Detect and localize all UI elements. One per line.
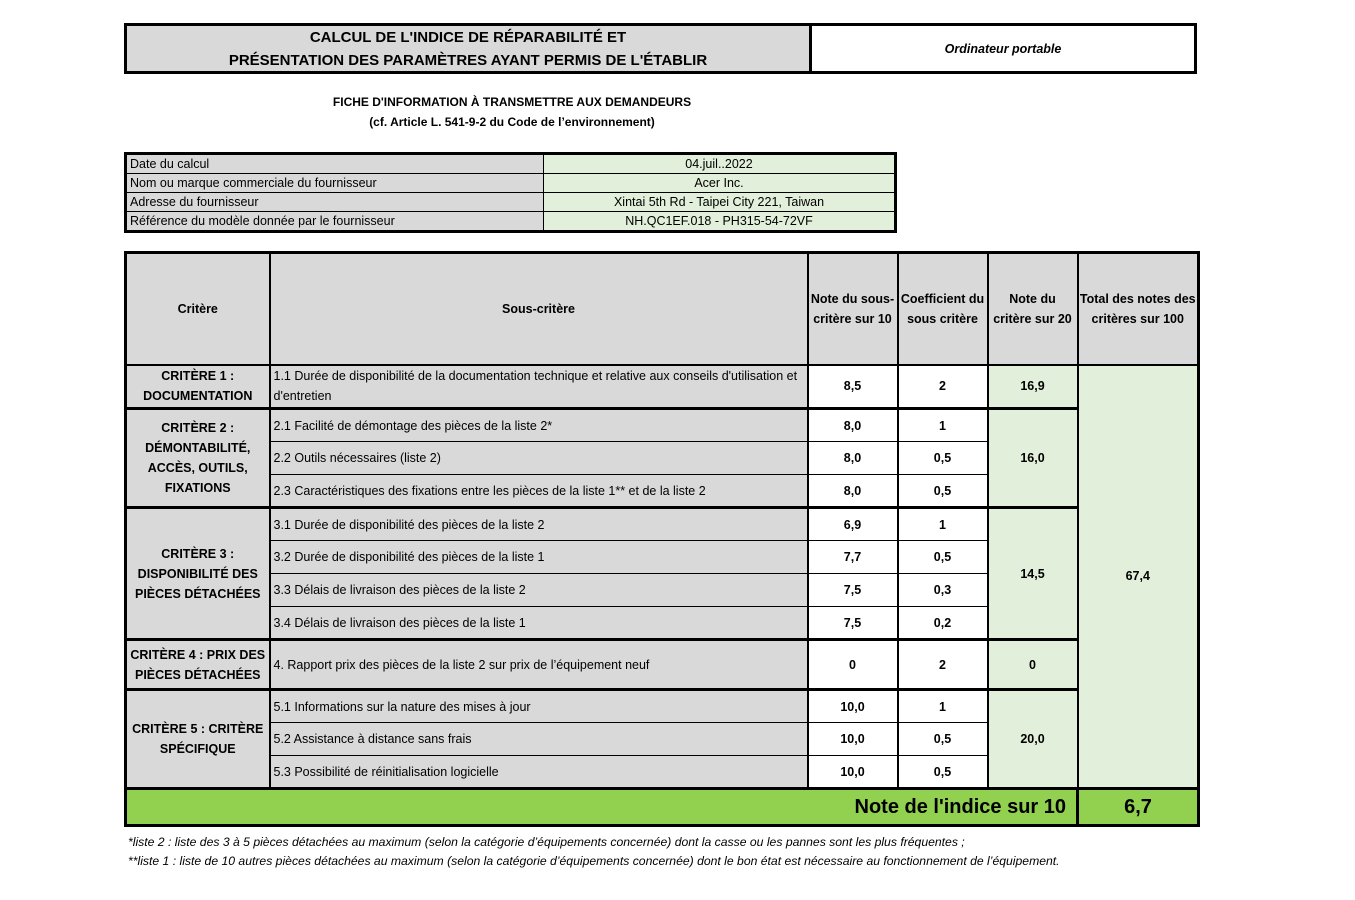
subcriterion-label: 4. Rapport prix des pièces de la liste 2 sur prix de l’équipement neuf — [270, 640, 808, 690]
footnote-2: **liste 1 : liste de 10 autres pièces détachées au maximum (selon la catégorie d’équipements concernée) dont le bon état est nécessaire au fonctionnement de l’équipement. — [128, 854, 1060, 868]
subcriterion-note: 7,5 — [808, 574, 898, 607]
criterion-3-name: CRITÈRE 3 : DISPONIBILITÉ DES PIÈCES DÉTACHÉES — [126, 508, 270, 640]
subcriterion-coef: 0,2 — [898, 607, 988, 640]
title-line-2: PRÉSENTATION DES PARAMÈTRES AYANT PERMIS DE L'ÉTABLIR — [228, 51, 708, 69]
subcriterion-note: 7,5 — [808, 607, 898, 640]
subcriterion-label: 5.1 Informations sur la nature des mises à jour — [270, 690, 808, 723]
footnote-1: *liste 2 : liste des 3 à 5 pièces détachées au maximum (selon la catégorie d’équipements concernée) dont la casse ou les pannes sont les plus fréquentes ; — [128, 835, 965, 849]
document-title — [127, 26, 812, 71]
table-row — [126, 640, 1199, 690]
criterion-2-name: CRITÈRE 2 : DÉMONTABILITÉ, ACCÈS, OUTILS, FIXATIONS — [126, 409, 270, 508]
subcriterion-label: 1.1 Durée de disponibilité de la documentation technique et relative aux conseils d'utilisation et d'entretien — [270, 365, 808, 409]
table-row — [126, 365, 1199, 409]
subcriterion-coef: 0,5 — [898, 756, 988, 789]
subcriterion-note: 8,5 — [808, 365, 898, 409]
subcriterion-coef: 2 — [898, 640, 988, 690]
subcriterion-note: 6,9 — [808, 508, 898, 541]
subcriterion-note: 8,0 — [808, 475, 898, 508]
final-row — [126, 789, 1199, 826]
subcriterion-coef: 0,5 — [898, 723, 988, 756]
subcriterion-note: 8,0 — [808, 442, 898, 475]
info-value: Acer Inc. — [544, 174, 896, 193]
criterion-2-score: 16,0 — [988, 409, 1078, 508]
subcriterion-note: 10,0 — [808, 723, 898, 756]
info-row — [126, 154, 896, 174]
info-row — [126, 212, 896, 232]
criterion-1-name: CRITÈRE 1 : DOCUMENTATION — [126, 365, 270, 409]
subcriterion-coef: 2 — [898, 365, 988, 409]
subcriterion-note: 8,0 — [808, 409, 898, 442]
header-box — [124, 23, 1197, 74]
subcriterion-note: 10,0 — [808, 756, 898, 789]
subcriterion-label: 2.1 Facilité de démontage des pièces de la liste 2* — [270, 409, 808, 442]
subcriterion-label: 5.3 Possibilité de réinitialisation logicielle — [270, 756, 808, 789]
criterion-3-score: 14,5 — [988, 508, 1078, 640]
subcriterion-coef: 0,5 — [898, 475, 988, 508]
subcriterion-label: 3.3 Délais de livraison des pièces de la liste 2 — [270, 574, 808, 607]
subcriterion-coef: 0,5 — [898, 541, 988, 574]
info-value: Xintai 5th Rd - Taipei City 221, Taiwan — [544, 193, 896, 212]
table-header-row — [126, 253, 1199, 365]
criterion-5-name: CRITÈRE 5 : CRITÈRE SPÉCIFIQUE — [126, 690, 270, 789]
subcriterion-note: 0 — [808, 640, 898, 690]
subcriterion-note: 7,7 — [808, 541, 898, 574]
subcriterion-coef: 0,3 — [898, 574, 988, 607]
header-total: Total des notes des critères sur 100 — [1078, 253, 1199, 365]
header-note-critere: Note du critère sur 20 — [988, 253, 1078, 365]
header-sous-critere: Sous-critère — [270, 253, 808, 365]
table-row — [126, 690, 1199, 723]
criterion-5-score: 20,0 — [988, 690, 1078, 789]
subtitle-line-1: FICHE D'INFORMATION À TRANSMETTRE AUX DEMANDEURS — [332, 95, 692, 109]
info-label: Adresse du fournisseur — [126, 193, 544, 212]
info-label: Référence du modèle donnée par le fournisseur — [126, 212, 544, 232]
header-note-sous-critere: Note du sous-critère sur 10 — [808, 253, 898, 365]
info-row — [126, 174, 896, 193]
info-row — [126, 193, 896, 212]
subcriterion-label: 3.2 Durée de disponibilité des pièces de la liste 1 — [270, 541, 808, 574]
subcriterion-coef: 1 — [898, 690, 988, 723]
repairability-table — [124, 251, 1200, 827]
title-line-1: CALCUL DE L'INDICE DE RÉPARABILITÉ ET — [309, 28, 627, 46]
subcriterion-coef: 1 — [898, 409, 988, 442]
table-row — [126, 409, 1199, 442]
header-coefficient: Coefficient du sous critère — [898, 253, 988, 365]
subcriterion-coef: 1 — [898, 508, 988, 541]
header-critere: Critère — [126, 253, 270, 365]
total-score: 67,4 — [1078, 365, 1199, 789]
subcriterion-coef: 0,5 — [898, 442, 988, 475]
info-label: Nom ou marque commerciale du fournisseur — [126, 174, 544, 193]
final-index-label: Note de l'indice sur 10 — [126, 789, 1078, 826]
subcriterion-label: 3.1 Durée de disponibilité des pièces de la liste 2 — [270, 508, 808, 541]
final-index-value: 6,7 — [1078, 789, 1199, 826]
info-label: Date du calcul — [126, 154, 544, 174]
supplier-info-table — [124, 152, 897, 233]
subcriterion-label: 2.3 Caractéristiques des fixations entre les pièces de la liste 1** et de la liste 2 — [270, 475, 808, 508]
product-type: Ordinateur portable — [944, 41, 1062, 56]
subtitle-line-2: (cf. Article L. 541-9-2 du Code de l’environnement) — [369, 115, 655, 129]
subcriterion-label: 5.2 Assistance à distance sans frais — [270, 723, 808, 756]
subcriterion-label: 3.4 Délais de livraison des pièces de la liste 1 — [270, 607, 808, 640]
subcriterion-label: 2.2 Outils nécessaires (liste 2) — [270, 442, 808, 475]
criterion-4-name: CRITÈRE 4 : PRIX DES PIÈCES DÉTACHÉES — [126, 640, 270, 690]
criterion-1-score: 16,9 — [988, 365, 1078, 409]
criterion-4-score: 0 — [988, 640, 1078, 690]
table-row — [126, 508, 1199, 541]
info-value: NH.QC1EF.018 - PH315-54-72VF — [544, 212, 896, 232]
info-value: 04.juil..2022 — [544, 154, 896, 174]
subcriterion-note: 10,0 — [808, 690, 898, 723]
